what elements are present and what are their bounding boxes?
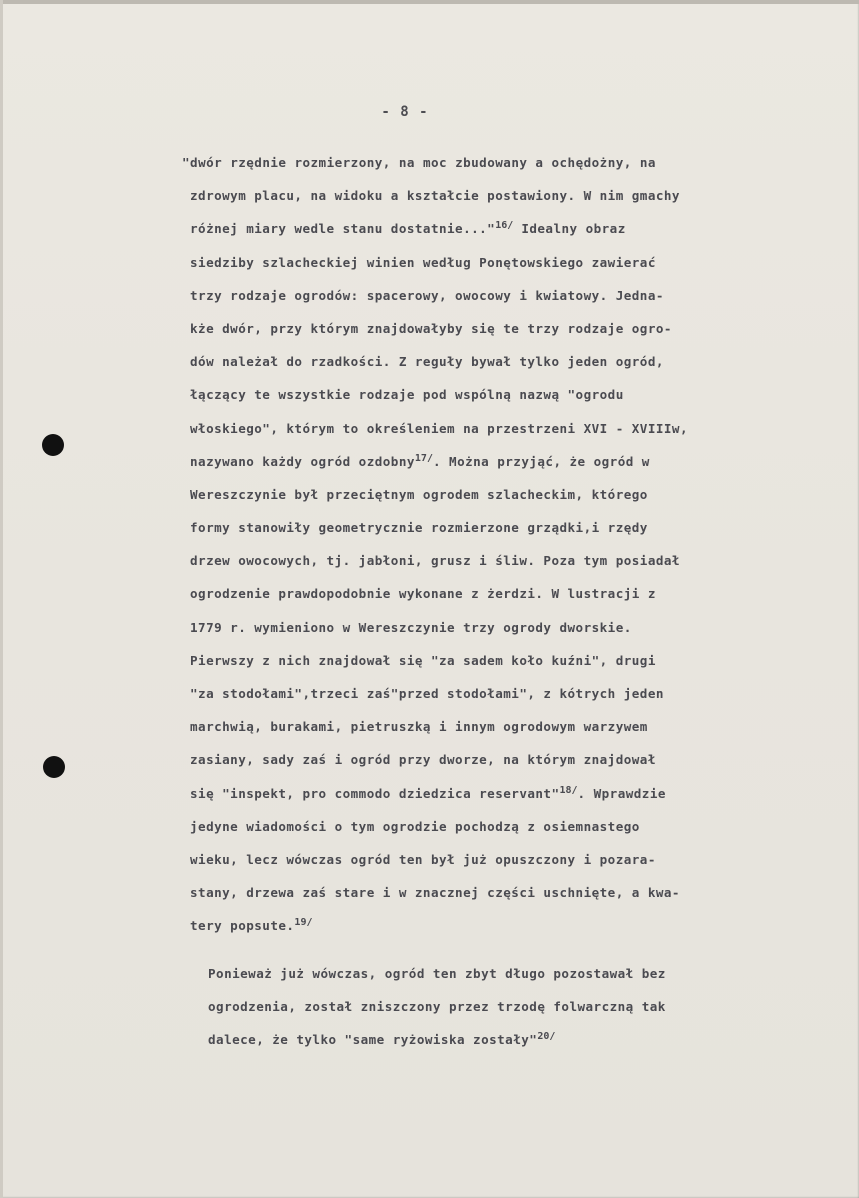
line-text: Pierwszy z nich znajdował się "za sadem koło kuźni", drugi	[190, 652, 656, 668]
line-text: trzy rodzaje ogrodów: spacerowy, owocowy i kwiatowy. Jedna-	[190, 287, 664, 303]
page-number: - 8 -	[381, 104, 429, 120]
page-left-edge	[0, 0, 3, 1198]
line-text: włoskiego", którym to określeniem na przestrzeni XVI - XVIIIw,	[190, 420, 688, 436]
text-line	[190, 246, 850, 279]
line-text: "dwór rzędnie rozmierzony, na moc zbudowany a ochędożny, na	[182, 155, 656, 170]
text-line	[208, 990, 850, 1023]
line-text: zdrowym placu, na widoku a kształcie postawiony. W nim gmachy	[190, 188, 680, 204]
text-line	[190, 909, 850, 942]
line-text: różnej miary wedle stanu dostatnie..."	[190, 221, 496, 237]
line-text: ogrodzenie prawdopodobnie wykonane z żerdzi. W lustracji z	[190, 586, 656, 602]
text-line	[190, 810, 850, 843]
text-line	[190, 279, 850, 312]
line-text: "za stodołami",trzeci zaś"przed stodołami", z kótrych jeden	[190, 686, 664, 701]
footnote-ref: 18/	[559, 784, 578, 796]
line-text: formy stanowiły geometrycznie rozmierzone grządki,i rzędy	[190, 520, 648, 536]
text-line	[190, 511, 850, 544]
text-line	[190, 544, 850, 577]
text-line	[208, 1023, 850, 1056]
text-line	[190, 312, 850, 345]
line-text: 1779 r. wymieniono w Wereszczynie trzy ogrody dworskie.	[190, 619, 632, 635]
text-line	[190, 179, 850, 212]
footnote-ref: 20/	[537, 1030, 556, 1042]
line-text: nazywano każdy ogród ozdobny	[190, 453, 415, 469]
line-text: siedziby szlacheckiej winien według Ponętowskiego zawierać	[190, 254, 656, 270]
footnote-ref: 16/	[495, 220, 514, 232]
line-text: Wereszczynie był przeciętnym ogrodem szlacheckim, którego	[190, 486, 648, 502]
line-text-tail: . Można przyjąć, że ogród w	[432, 453, 650, 469]
text-line	[190, 743, 850, 776]
text-line	[190, 478, 850, 511]
text-line	[182, 146, 850, 179]
text-line	[190, 445, 850, 478]
text-line	[208, 957, 850, 990]
line-text: marchwią, burakami, pietruszką i innym ogrodowym warzywem	[190, 719, 648, 735]
line-text-tail: . Wprawdzie	[577, 785, 666, 801]
line-text: wieku, lecz wówczas ogród ten był już opuszczony i pozara-	[190, 851, 656, 867]
line-text: drzew owocowych, tj. jabłoni, grusz i śliw. Poza tym posiadał	[190, 553, 680, 569]
punch-hole-lower	[43, 756, 65, 778]
line-text: jedyne wiadomości o tym ogrodzie pochodzą z osiemnastego	[190, 818, 640, 834]
line-text: dów należał do rzadkości. Z reguły bywał tylko jeden ogród,	[190, 354, 664, 370]
line-text: łączący te wszystkie rodzaje pod wspólną nazwą "ogrodu	[190, 387, 624, 403]
line-text: zasiany, sady zaś i ogród przy dworze, na którym znajdował	[190, 752, 656, 768]
text-line	[190, 577, 850, 610]
line-text: Ponieważ już wówczas, ogród ten zbyt długo pozostawał bez	[208, 965, 666, 981]
text-line	[190, 611, 850, 644]
footnote-ref: 19/	[294, 917, 313, 929]
line-text: tery popsute.	[190, 918, 295, 934]
text-line	[190, 843, 850, 876]
line-text: dalece, że tylko "same ryżowiska zostały"	[208, 1031, 538, 1047]
text-line	[190, 378, 850, 411]
text-line	[190, 876, 850, 909]
line-text: kże dwór, przy którym znajdowałyby się te trzy rodzaje ogro-	[190, 320, 672, 336]
text-line	[190, 345, 850, 378]
text-line	[190, 644, 850, 677]
text-line	[190, 777, 850, 810]
line-text: stany, drzewa zaś stare i w znacznej części uschnięte, a kwa-	[190, 885, 680, 901]
text-line	[190, 412, 850, 445]
line-text-tail: Idealny obraz	[513, 221, 626, 237]
text-line	[190, 677, 850, 710]
body-text	[182, 146, 850, 1056]
page-top-edge	[0, 0, 859, 4]
line-text: ogrodzenia, został zniszczony przez trzodę folwarczną tak	[208, 998, 666, 1014]
text-line	[190, 212, 850, 245]
line-text: się "inspekt, pro commodo dziedzica reservant"	[190, 785, 560, 801]
footnote-ref: 17/	[414, 452, 433, 464]
punch-hole-upper	[42, 434, 64, 456]
text-line	[190, 710, 850, 743]
